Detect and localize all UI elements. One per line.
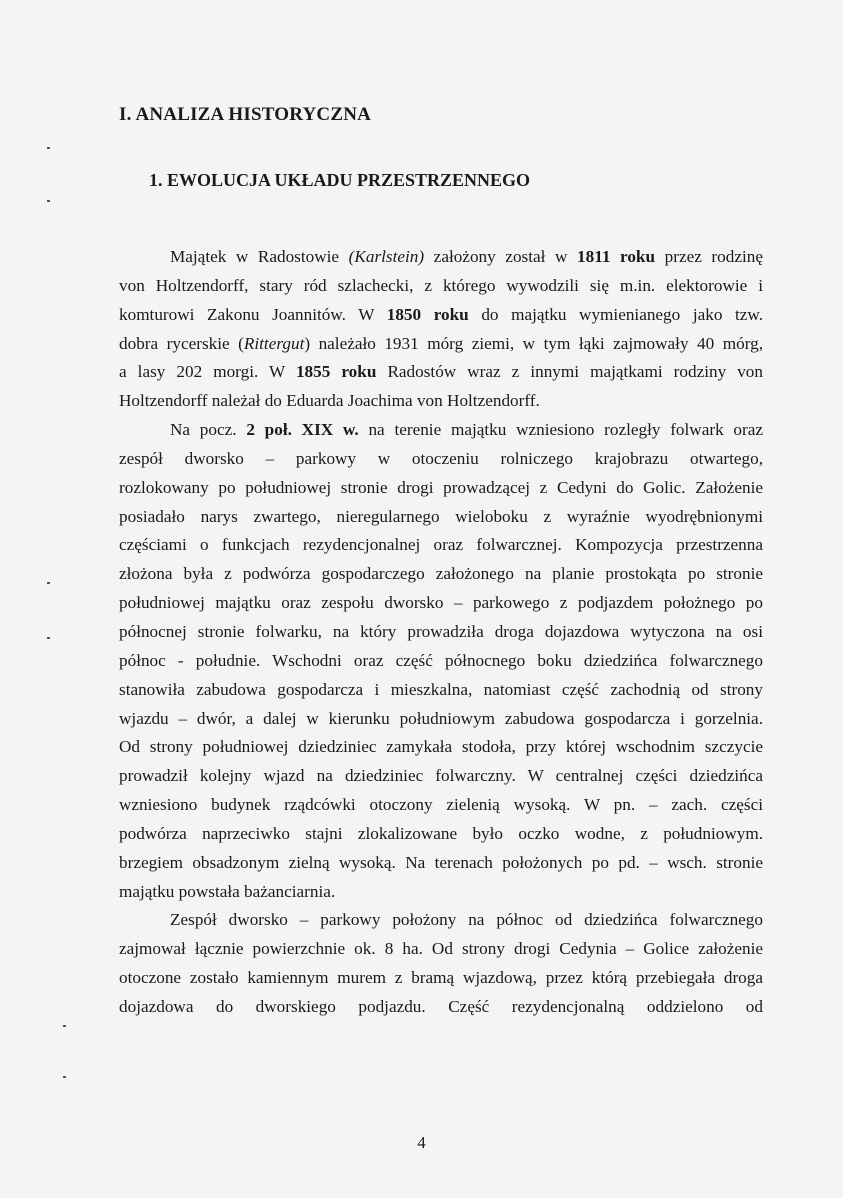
text-run: północnej stronie folwarku, na który prowadziła droga dojazdowa wytyczona na osi <box>119 621 763 641</box>
text-line <box>119 445 763 474</box>
text-line <box>119 676 763 705</box>
italic-text: Rittergut <box>243 333 305 353</box>
text-run: otoczone zostało kamiennym murem z bramą wjazdową, przez którą przebiegała droga <box>119 968 763 988</box>
text-line <box>119 358 763 387</box>
text-run: a lasy 202 morgi. W <box>119 362 296 382</box>
text-run: komturowi Zakonu Joannitów. W <box>119 304 387 324</box>
text-line <box>119 503 763 532</box>
text-run: zespół dworsko – parkowy w otoczeniu rolniczego krajobrazu otwartego, <box>119 448 763 468</box>
text-line <box>119 791 763 820</box>
text-line <box>119 820 763 849</box>
text-run: Holtzendorff należał do Eduarda Joachima von Holtzendorff. <box>119 391 540 411</box>
text-run: północ - południe. Wschodni oraz część północnego boku dziedzińca folwarcznego <box>119 650 763 670</box>
text-run: wjazdu – dwór, a dalej w kierunku południowym zabudowa gospodarcza i gorzelnia. <box>119 708 763 728</box>
text-run: stanowiła zabudowa gospodarcza i mieszkalna, natomiast część zachodnią od strony <box>119 679 763 699</box>
text-run: Radostów wraz z innymi majątkami rodziny von <box>376 362 763 382</box>
scan-speck <box>47 637 50 639</box>
text-run: Zespół dworsko – parkowy położony na północ od dziedzińca folwarcznego <box>170 910 763 930</box>
text-line <box>119 387 763 416</box>
body-text <box>119 243 763 1022</box>
text-run: południowej majątku oraz zespołu dworsko – parkowego z podjazdem położnego po <box>119 593 763 613</box>
text-run: przez rodzinę <box>655 247 763 266</box>
text-line <box>119 762 763 791</box>
text-run: do majątku wymienianego jako tzw. <box>468 304 764 324</box>
bold-text: 1855 roku <box>295 362 377 382</box>
text-line <box>119 474 763 503</box>
section-heading: 1. EWOLUCJA UKŁADU PRZESTRZENNEGO <box>149 170 531 190</box>
text-run: rozlokowany po południowej stronie drogi prowadzącej z Cedyni do Golic. Założenie <box>119 477 763 497</box>
text-run: von Holtzendorff, stary ród szlachecki, z którego wywodzili się m.in. elektorowie i <box>119 275 763 295</box>
text-line <box>119 964 763 993</box>
text-run: dojazdowa do dworskiego podjazdu. Część rezydencjonalną oddzielono od <box>119 996 763 1016</box>
bold-text: 2 poł. XIX w. <box>246 420 359 440</box>
text-line <box>119 560 763 589</box>
text-run: złożona była z podwórza gospodarczego założonego na planie prostokąta po stronie <box>119 564 763 584</box>
text-run: dobra rycerskie ( <box>119 333 244 353</box>
scan-speck <box>47 147 50 149</box>
text-line <box>119 243 763 272</box>
text-run: Od strony południowej dziedziniec zamykała stodoła, przy której wschodnim szczycie <box>119 737 763 757</box>
text-line <box>119 647 763 676</box>
text-run: ) należało 1931 mórg ziemi, w tym łąki zajmowały 40 mórg, <box>304 333 764 353</box>
text-line <box>119 935 763 964</box>
text-line <box>119 733 763 762</box>
text-run: posiadało narys zwartego, nieregularnego wieloboku z wyraźnie wyodrębnionymi <box>119 506 763 526</box>
text-line <box>119 416 763 445</box>
page-number: 4 <box>417 1133 426 1152</box>
scan-speck <box>47 582 50 584</box>
text-line <box>119 906 763 935</box>
text-run: prowadził kolejny wjazd na dziedziniec folwarczny. W centralnej części dziedzińca <box>119 766 763 786</box>
scan-speck <box>47 200 50 202</box>
text-line <box>119 531 763 560</box>
text-line <box>119 589 763 618</box>
text-line <box>119 618 763 647</box>
text-run: podwórza naprzeciwko stajni zlokalizowane było oczko wodne, z południowym. <box>119 823 763 843</box>
scan-speck <box>63 1025 66 1027</box>
text-line <box>119 330 763 359</box>
text-line <box>119 301 763 330</box>
scan-speck <box>63 1076 66 1078</box>
text-run: częściami o funkcjach rezydencjonalnej oraz folwarcznej. Kompozycja przestrzenna <box>119 535 763 555</box>
text-run: założony został w <box>424 247 577 266</box>
text-run: wzniesiono budynek rządcówki otoczony zielenią wysoką. W pn. – zach. części <box>119 795 763 815</box>
text-run: brzegiem obsadzonym zielną wysoką. Na terenach położonych po pd. – wsch. stronie <box>119 852 763 872</box>
text-line <box>119 272 763 301</box>
text-run: na terenie majątku wzniesiono rozległy folwark oraz <box>358 420 763 440</box>
chapter-heading: I. ANALIZA HISTORYCZNA <box>119 104 372 125</box>
italic-text: (Karlstein) <box>348 247 425 266</box>
text-line <box>119 993 763 1022</box>
text-run: Majątek w Radostowie <box>170 247 349 266</box>
text-line <box>119 849 763 878</box>
text-run: majątku powstała bażanciarnia. <box>119 881 336 901</box>
text-run: zajmował łącznie powierzchnie ok. 8 ha. Od strony drogi Cedynia – Golice założenie <box>119 939 763 959</box>
text-run: Na pocz. <box>170 420 247 440</box>
bold-text: 1850 roku <box>386 304 469 324</box>
bold-text: 1811 roku <box>577 247 656 266</box>
text-line <box>119 878 763 907</box>
text-line <box>119 705 763 734</box>
